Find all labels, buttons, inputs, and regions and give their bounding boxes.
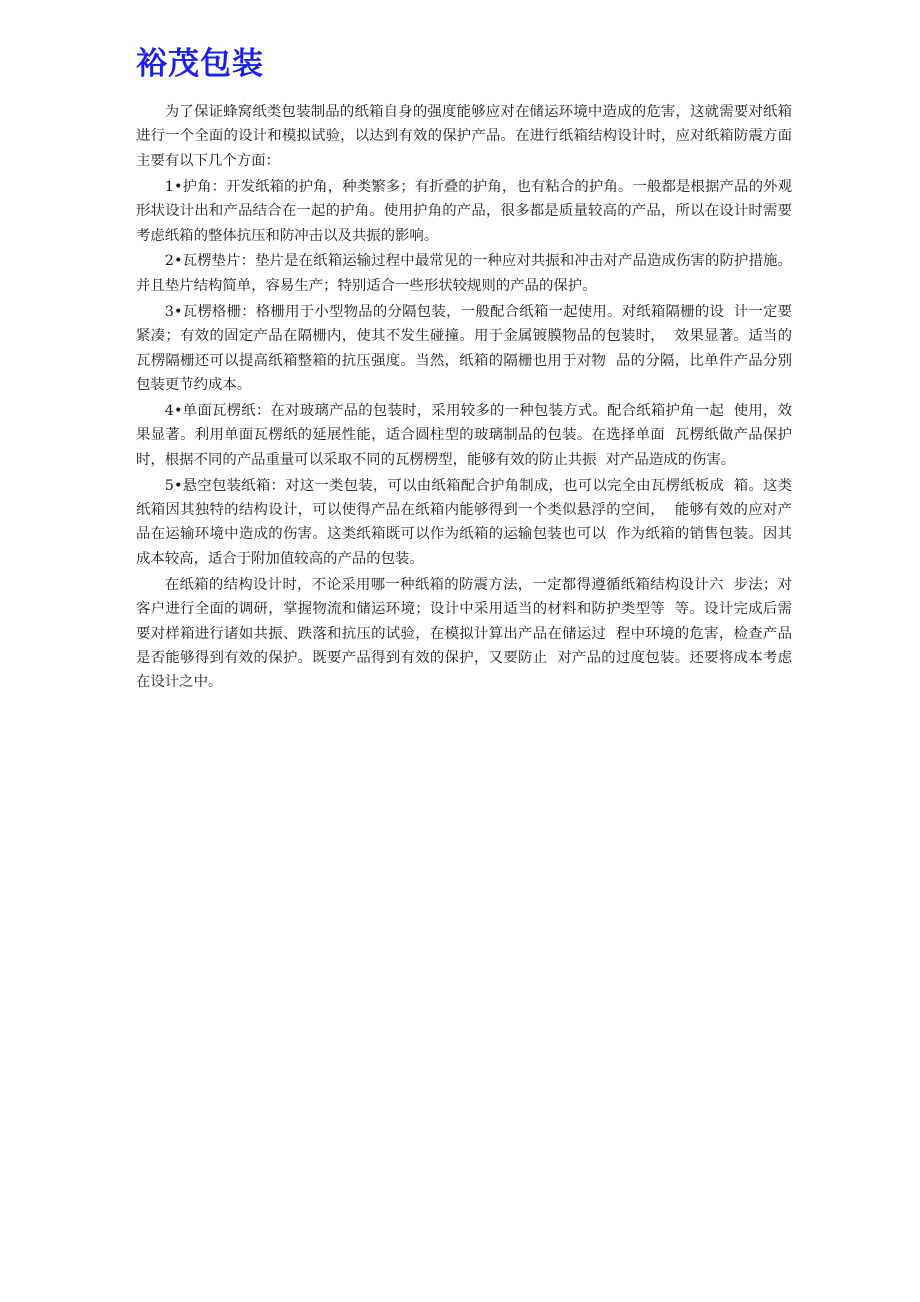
intro-paragraph: 为了保证蜂窝纸类包装制品的纸箱自身的强度能够应对在储运环境中造成的危害，这就需要对纸箱进行一个全面的设计和模拟试验，以达到有效的保护产品。在进行纸箱结构设计时，应对纸箱防震方面主要有以下几个方面： (136, 104, 792, 169)
corrugated-pad-paragraph: 2•瓦楞垫片：垫片是在纸箱运输过程中最常见的一种应对共振和冲击对产品造成伤害的防护措施。并且垫片结构简单，容易生产；特别适合一些形状较规则的产品的保护。 (136, 253, 792, 294)
suspension-box-paragraph: 5•悬空包装纸箱：对这一类包装，可以由纸箱配合护角制成，也可以完全由瓦楞纸板成 箱。这类纸箱因其独特的结构设计，可以使得产品在纸箱内能够得到一个类似悬浮的空间， 能够有效的应对产品在运输环境中造成的伤害。这类纸箱既可以作为纸箱的运输包装也可以 作为纸箱的销售包装。因其成本较高，适合于附加值较高的产品的包装。 (136, 477, 792, 567)
corner-protector-paragraph: 1•护角：开发纸箱的护角，种类繁多；有折叠的护角，也有粘合的护角。一般都是根据产品的外观形状设计出和产品结合在一起的护角。使用护角的产品，很多都是质量较高的产品，所以在设计时需要考虑纸箱的整体抗压和防冲击以及共振的影响。 (136, 178, 792, 244)
corrugated-grid-paragraph: 3•瓦楞格栅：格栅用于小型物品的分隔包装，一般配合纸箱一起使用。对纸箱隔栅的设 计一定要紧凑；有效的固定产品在隔栅内，使其不发生碰撞。用于金属镀膜物品的包装时， 效果显著。适当的瓦楞隔栅还可以提高纸箱整箱的抗压强度。当然，纸箱的隔栅也用于对物 品的分隔，比单件产品分别包装更节约成本。 (136, 303, 792, 393)
conclusion-paragraph: 在纸箱的结构设计时，不论采用哪一种纸箱的防震方法，一定都得遵循纸箱结构设计六 步法；对客户进行全面的调研，掌握物流和储运环境；设计中采用适当的材料和防护类型等 等。设计完成后需要对样箱进行诸如共振、跌落和抗压的试验，在模拟计算出产品在储运过 程中环境的危害，检查产品是否能够得到有效的保护。既要产品得到有效的保护，又要防止 对产品的过度包装。还要将成本考虑在设计之中。 (136, 576, 792, 691)
brand-title: 裕茂包装 (136, 46, 264, 82)
single-face-corrugated-paragraph: 4•单面瓦楞纸：在对玻璃产品的包装时，采用较多的一种包装方式。配合纸箱护角一起 使用，效果显著。利用单面瓦楞纸的延展性能，适合圆柱型的玻璃制品的包装。在选择单面 瓦楞纸做产品保护时，根据不同的产品重量可以采取不同的瓦楞楞型，能够有效的防止共振 对产品造成的伤害。 (136, 402, 792, 468)
article-body (136, 100, 792, 696)
